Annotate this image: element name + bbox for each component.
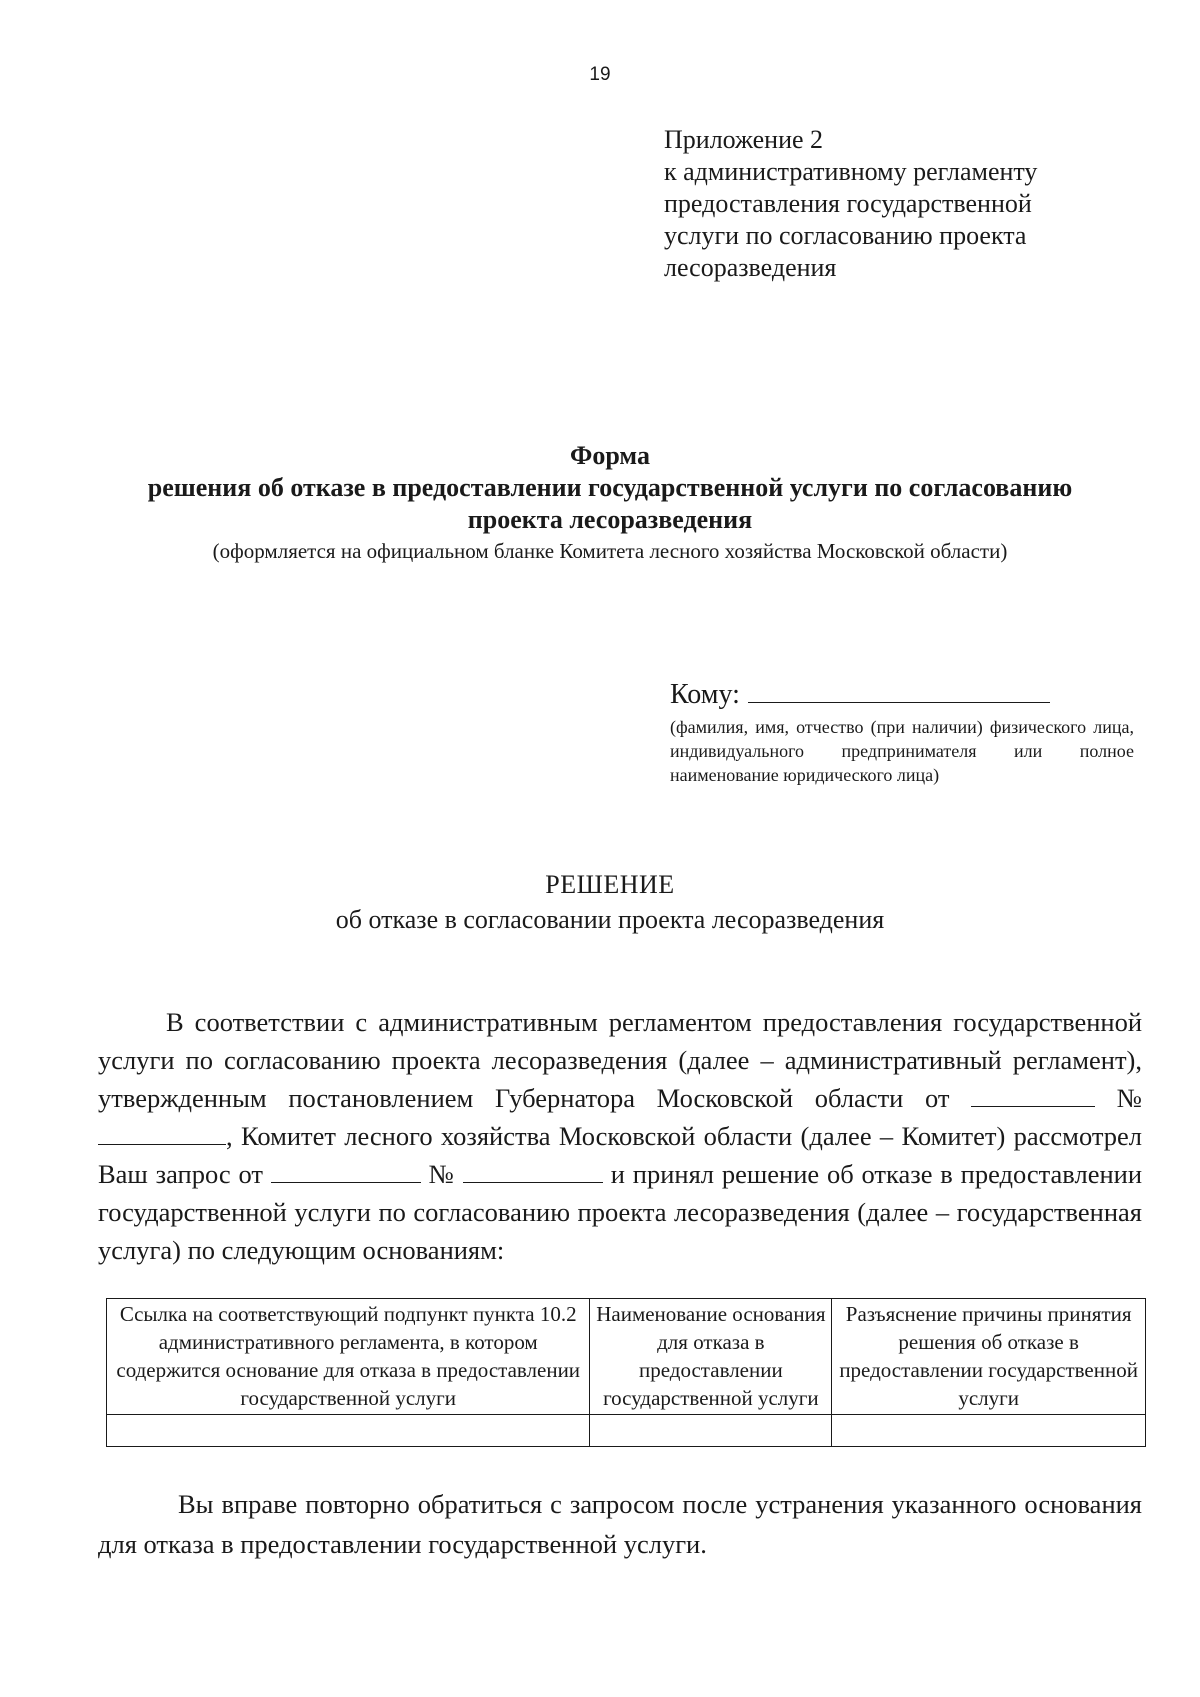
table-header-row bbox=[107, 1299, 1146, 1415]
recipient-label: Кому: bbox=[670, 679, 740, 710]
appendix-line: услуги по согласованию проекта bbox=[664, 221, 1027, 250]
table-header-cell: Наименование основания для отказа в предоставлении государственной услуги bbox=[590, 1299, 832, 1415]
form-title-line: Форма bbox=[570, 441, 650, 470]
closing-paragraph: Вы вправе повторно обратиться с запросом после устранения указанного основания для отказа в предоставлении государственной услуги. bbox=[98, 1489, 1142, 1559]
table-cell bbox=[832, 1415, 1146, 1447]
body-text: В соответствии с административным регламентом предоставления государственной услуги по согласованию проекта лесоразведения (далее – административный регламент), утвержденным постановлением Губернатора Московской области от bbox=[98, 1007, 1142, 1113]
appendix-line: предоставления государственной bbox=[664, 189, 1032, 218]
number-blank bbox=[463, 1160, 603, 1183]
form-note: (оформляется на официальном бланке Комитета лесного хозяйства Московской области) bbox=[212, 539, 1008, 563]
page-number: 19 bbox=[589, 64, 611, 85]
table-header-cell: Разъяснение причины принятия решения об отказе в предоставлении государственной услуги bbox=[832, 1299, 1146, 1415]
grounds-table bbox=[106, 1298, 1146, 1447]
number-blank bbox=[98, 1122, 226, 1145]
number-sign: № bbox=[1116, 1083, 1143, 1113]
body-paragraph bbox=[98, 1003, 1142, 1269]
date-blank bbox=[271, 1160, 421, 1183]
appendix-line: лесоразведения bbox=[664, 253, 837, 282]
appendix-line: Приложение 2 bbox=[664, 125, 824, 154]
form-title-line: решения об отказе в предоставлении государственной услуги по согласованию bbox=[147, 473, 1073, 502]
decision-subtitle: об отказе в согласовании проекта лесоразведения bbox=[335, 905, 885, 934]
table-cell bbox=[107, 1415, 590, 1447]
date-blank bbox=[971, 1084, 1095, 1107]
appendix-block bbox=[664, 124, 1037, 284]
form-title-line: проекта лесоразведения bbox=[467, 505, 753, 534]
decision-title: РЕШЕНИЕ bbox=[545, 870, 675, 899]
table-cell bbox=[590, 1415, 832, 1447]
table-header-cell: Ссылка на соответствующий подпункт пункта 10.2 административного регламента, в котором содержится основание для отказа в предоставлении государственной услуги bbox=[107, 1299, 590, 1415]
recipient-note: (фамилия, имя, отчество (при наличии) физического лица, индивидуального предпринимателя или полное наименование юридического лица) bbox=[670, 717, 1134, 785]
body-text: , Комитет лесного хозяйства Московской области (далее – Комитет) рассмотрел Ваш запрос от bbox=[98, 1121, 1142, 1189]
body-text: и принял решение об отказе в предоставлении государственной услуги по согласованию проекта лесоразведения (далее – государственная услуга) по следующим основаниям: bbox=[98, 1159, 1142, 1265]
number-sign: № bbox=[428, 1159, 456, 1189]
table-row bbox=[107, 1415, 1146, 1447]
appendix-line: к административному регламенту bbox=[664, 157, 1038, 186]
recipient-blank-line bbox=[748, 678, 1050, 703]
recipient-field bbox=[670, 678, 1050, 712]
form-title bbox=[60, 440, 1160, 536]
